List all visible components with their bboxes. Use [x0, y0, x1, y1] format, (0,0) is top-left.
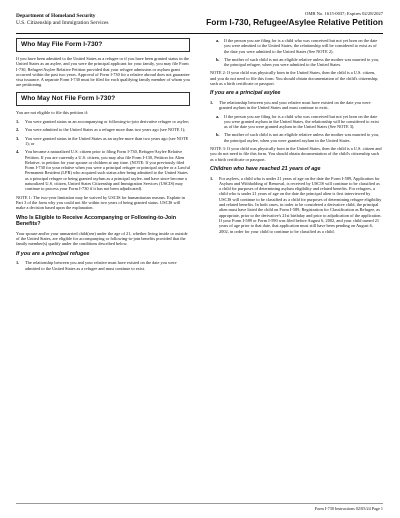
- eligible-paragraph: Your spouse and/or your unmarried child(ren) under the age of 21, whether living inside or outside of the United States, are eligible for accompanying or following-to-join benefits provided that the family member(s) qualify under the conditions described below.: [16, 230, 188, 247]
- header-title-block: [168, 11, 383, 27]
- who-may-file-heading: Who May File Form I-730?: [16, 38, 190, 52]
- subagency-name: U.S. Citizenship and Immigration Services: [16, 19, 109, 26]
- eligible-heading: Who Is Eligible to Receive Accompanying or Following-to-Join Benefits?: [16, 214, 177, 228]
- sub-item: a. If the person you are filing for is a child who was conceived but not yet born on the date you were granted asylum in the United States, the relationship will be considered to exist as of the date you were granted asylum in the United States (See NOTE 3).: [216, 113, 379, 130]
- footer-divider: [16, 503, 383, 504]
- sub-item: b. The mother of such child is not an eligible relative unless the mother was married to you, the principal asylee, when you were granted asylum in the United States.: [216, 132, 380, 143]
- list-item: 1. The relationship between you and your relative must have existed on the date you were admitted to the United States as a refugee and must continue to exist.: [16, 260, 177, 271]
- right-column: [210, 38, 382, 237]
- list-item: 3. You were granted status in the United States as an asylee more than two years ago (see NOTE 1); or: [16, 135, 189, 146]
- sub-item: b. The mother of such child is not an eligible relative unless the mother was married to you, the principal refugee, when you were admitted to the United States.: [216, 56, 380, 68]
- principal-refugee-heading: If you are a principal refugee: [16, 250, 90, 257]
- list-item: 1. The relationship between you and your relative must have existed on the date you were granted asylum in the United States and must continue to exist.: [210, 99, 371, 111]
- form-title: Form I-730, Refugee/Asylee Relative Petition: [206, 17, 383, 27]
- note-1: NOTE 1: The two-year limitation may be waived by USCIS for humanitarian reasons. Explain in Part 3 of the form why you could not file within two years of being granted status. USCIS will make a decision based upon the explanation.: [16, 194, 185, 211]
- header-agency-block: [16, 13, 166, 26]
- not-eligible-intro: You are not eligible to file this petition if:: [16, 109, 89, 115]
- omb-number: OMB No. 1615-0037; Expires 02/28/2027: [305, 11, 383, 16]
- page-footer: Form I-730 Instructions 02/05/24 Page 1: [314, 506, 383, 511]
- sub-item: a. If the person you are filing for is a child who was conceived but not yet born on the date you were admitted to the United States, the relationship will be considered to exist as of the date you were admitted to the United States (See NOTE 2).: [216, 38, 378, 54]
- who-may-file-paragraph: If you have been admitted to the United States as a refugee or if you have been granted status in the United States as an asylee, and you were the principal applicant for your family, you may file Form I-730, Refugee/Asylee Relative Petition provided that your refugee admission or asylum grant occurred within the past two years. Approval of Form I-730 for a relative abroad does not guarantee visa issuance. A separate Form I-730 must be filed for each qualifying family member of whom you are petitioning.: [16, 56, 190, 88]
- age-21-heading: Children who have reached 21 years of age: [210, 165, 321, 172]
- note-3: NOTE 3: If your child was physically born in the United States, then the child is a U.S. citizen and you do not need to file this form. You should obtain documentation of the child's citizenship such as a birth certificate or passport.: [210, 146, 382, 162]
- list-item: 1. You were granted status as an accompanying or following-to-join derivative refugee or asylee;: [16, 119, 190, 125]
- list-item: 2. You were admitted to the United States as a refugee more than two years ago (see NOTE 1);: [16, 127, 186, 133]
- who-may-not-file-heading: Who May Not File Form I-730?: [16, 92, 190, 106]
- agency-name: Department of Homeland Security: [16, 13, 96, 19]
- note-2: NOTE 2: If your child was physically born in the United States, then the child is a U.S. citizen, and you do not need to file this form. You should obtain documentation of the child's citizenship, such as a birth certificate or passport.: [210, 70, 379, 87]
- principal-asylee-heading: If you are a principal asylee: [210, 90, 281, 97]
- header-divider: [16, 33, 383, 34]
- list-item: 4. You became a naturalized U.S. citizen prior to filing Form I-730, Refugee/Asylee Relative Petition. If you are currently a U.S. citizen, you may also file Form I-130, Petition for Alien Relative, to petition for your spouse or children at any time. (NOTE: If you previously filed Form I-730 for your relative when you were a principal refugee or principal asylee or a Lawful Permanent Resident (LPR) who acquired such status after being admitted to the United States as a principal refugee or being granted asylum as a principal asylee, and have since become a naturalized U.S. citizen, United States Citizenship and Immigration Services (USCIS) may continue to process your Form I-730 if it has not been adjudicated).: [16, 149, 190, 192]
- left-column: [16, 38, 190, 274]
- list-item: 1. For asylees, a child who is under 21 years of age on the date the Form I-589, Application for Asylum and Withholding of Removal, is received by USCIS will continue to be classified as a child for purposes of determining asylum eligibility and related benefits. For refugees, a child who is under 21 years of age on the date the principal alien is first interviewed by USCIS will continue to be classified as a child for purposes of determining refugee eligibility and related benefits. In both cases, in order to be considered a derivative child, the principal alien must have listed the child on Form I-589, Registration for Classification as Refugee, as appropriate, prior to the derivative's 21st birthday and prior to adjudication of the application. If your Form I-589 or Form I-590 was filed before August 6, 2002, and your child turned 21 years of age prior to that date, that application must still have been pending on August 6, 2002, in order for your child to continue to be classified as a child.: [210, 175, 382, 234]
